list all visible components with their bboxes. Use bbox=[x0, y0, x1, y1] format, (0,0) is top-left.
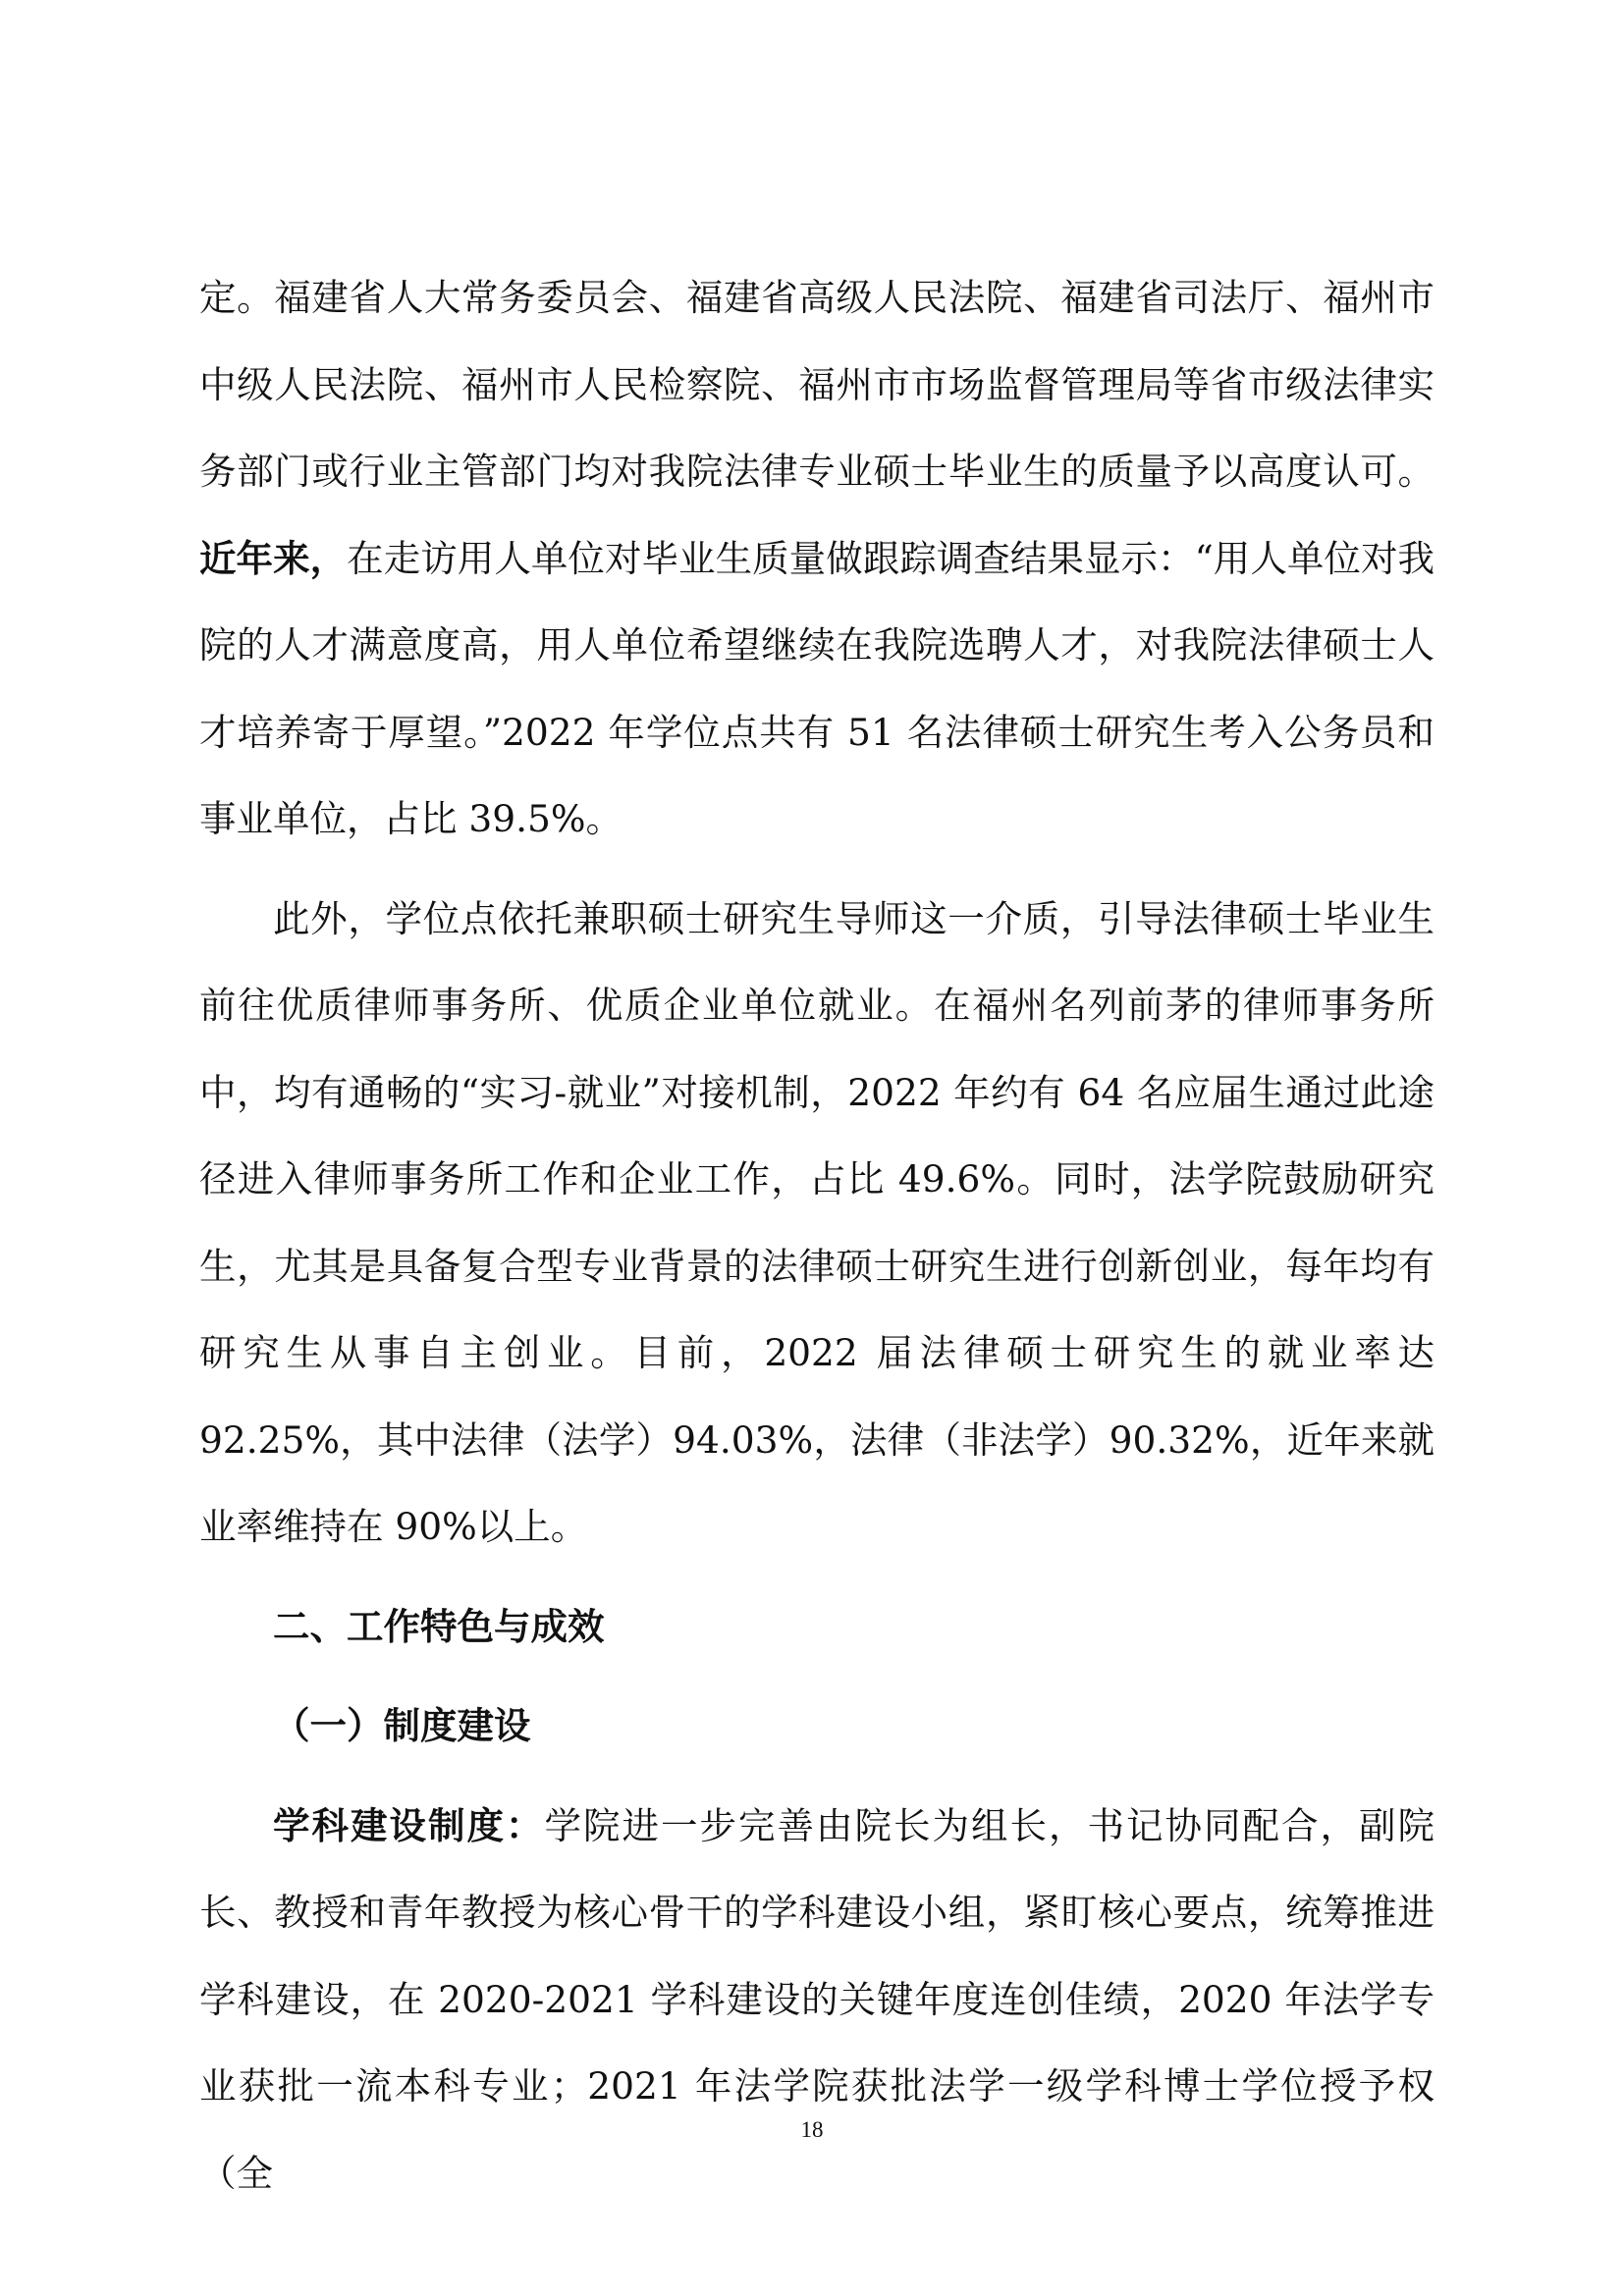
bold-lead: 学科建设制度： bbox=[273, 1803, 545, 1847]
paragraph-text: 在走访用人单位对毕业生质量做跟踪调查结果显示：“用人单位对我院的人才满意度高，用人单位希望继续在我院选聘人才，对我院法律硕士人才培养寄于厚望。”2022 年学位点共有 51 名法律硕士研究生考入公务员和事业单位，占比 39.5%。 bbox=[199, 536, 1435, 840]
paragraph-text: 定。福建省人大常务委员会、福建省高级人民法院、福建省司法厅、福州市中级人民法院、福州市人民检察院、福州市市场监督管理局等省市级法律实务部门或行业主管部门均对我院法律专业硕士毕业生的质量予以高度认可。 bbox=[199, 276, 1435, 493]
page-body bbox=[199, 254, 1435, 2229]
paragraph-discipline-system bbox=[199, 1783, 1435, 2217]
subsection-heading: （一）制度建设 bbox=[273, 1704, 531, 1747]
paragraph-text: 此外，学位点依托兼职硕士研究生导师这一介质，引导法律硕士毕业生前往优质律师事务所、优质企业单位就业。在福州名列前茅的律师事务所中，均有通畅的“实习-就业”对接机制，2022 年约有 64 名应届生通过此途径进入律师事务所工作和企业工作，占比 49.6%。同时，法学院鼓励研究生，尤其是具备复合型专业背景的法律硕士研究生进行创新创业，每年均有研究生从事自主创业。目前，2022 届法律硕士研究生的就业率达 92.25%，其中法律（法学）94.03%，法律（非法学）90.32%，近年来就业率维持在 90%以上。 bbox=[199, 896, 1435, 1548]
paragraph-employment bbox=[199, 876, 1435, 1571]
page-number: 18 bbox=[800, 2117, 824, 2142]
bold-phrase: 近年来， bbox=[199, 536, 348, 580]
paragraph-text: 学院进一步完善由院长为组长，书记协同配合，副院长、教授和青年教授为核心骨干的学科建设小组，紧盯核心要点，统筹推进学科建设，在 2020-2021 学科建设的关键年度连创佳绩，2020 年法学专业获批一流本科专业；2021 年法学院获批法学一级学科博士学位授予权（全 bbox=[199, 1803, 1435, 2195]
paragraph-employer-feedback bbox=[199, 254, 1435, 863]
section-heading: 二、工作特色与成效 bbox=[273, 1604, 605, 1648]
